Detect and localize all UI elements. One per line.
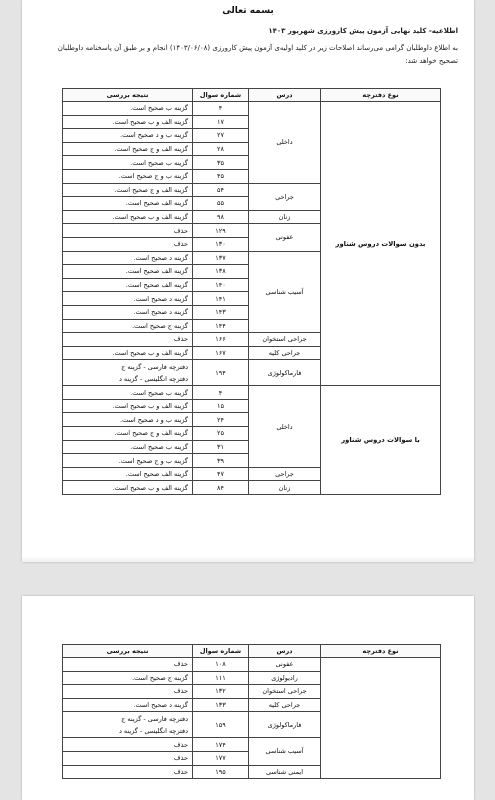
header-booklet-type: نوع دفترچه xyxy=(321,645,441,658)
question-number-cell: ۱۴۳ xyxy=(193,305,249,319)
result-cell: حذف xyxy=(63,658,193,672)
booklet-type-cell: بدون سوالات دروس شناور xyxy=(321,102,441,386)
course-cell: داخلی xyxy=(249,102,321,184)
page-title: بسمه تعالی xyxy=(222,6,274,16)
result-cell: حذف xyxy=(63,224,193,238)
question-number-cell: ۱۳۸ xyxy=(193,265,249,279)
question-number-cell: ۵۴ xyxy=(193,183,249,197)
question-number-cell: ۱۳۲ xyxy=(193,685,249,699)
course-cell: زنان xyxy=(249,210,321,224)
result-cell: گزینه الف و ب صحیح است. xyxy=(63,346,193,360)
result-cell: گزینه الف و ج صحیح است. xyxy=(63,427,193,441)
header-review-result: نتیجه بررسی xyxy=(63,89,193,102)
course-cell: جراحی کلیه xyxy=(249,698,321,712)
question-number-cell: ۱۳۳ xyxy=(193,698,249,712)
table-header-row xyxy=(63,89,441,102)
header-course: درس xyxy=(249,89,321,102)
question-number-cell: ۲۴ xyxy=(193,413,249,427)
question-number-cell: ۲۸ xyxy=(193,142,249,156)
question-number-cell: ۵۵ xyxy=(193,197,249,211)
result-cell: حذف xyxy=(63,237,193,251)
result-cell: حذف xyxy=(63,333,193,347)
header-booklet-type: نوع دفترچه xyxy=(321,89,441,102)
question-number-cell: ۴۵ xyxy=(193,169,249,183)
course-cell: ایمنی شناسی xyxy=(249,765,321,779)
result-cell: گزینه د صحیح است. xyxy=(63,698,193,712)
question-number-cell: ۱۴۱ xyxy=(193,292,249,306)
question-number-cell: ۱۱۱ xyxy=(193,671,249,685)
result-cell: حذف xyxy=(63,738,193,752)
course-cell: آسیب شناسی xyxy=(249,738,321,765)
question-number-cell: ۱۷ xyxy=(193,115,249,129)
result-cell: گزینه الف و ب صحیح است. xyxy=(63,210,193,224)
course-cell: آسیب شناسی xyxy=(249,251,321,333)
result-cell: گزینه ب صحیح است. xyxy=(63,156,193,170)
question-number-cell: ۳۹ xyxy=(193,454,249,468)
question-number-cell: ۸۴ xyxy=(193,481,249,495)
question-number-cell: ۱۴۴ xyxy=(193,319,249,333)
booklet-type-cell xyxy=(321,658,441,779)
course-cell: جراحی استخوان xyxy=(249,333,321,347)
result-cell: گزینه ب و ج صحیح است. xyxy=(63,454,193,468)
corrections-table xyxy=(62,88,441,495)
result-cell: حذف xyxy=(63,765,193,779)
result-cell: گزینه الف صحیح است. xyxy=(63,265,193,279)
question-number-cell: ۱۵ xyxy=(193,399,249,413)
header-course: درس xyxy=(249,645,321,658)
notice-text: به اطلاع داوطلبان گرامی می‌رساند اصلاحات زیر در کلید اولیه‌ی آزمون پیش کارورزی (۱۴۰۳/۰۶/۰۸) انجام و بر طبق آن پاسخنامه داوطلبان تصحیح خواهد شد: xyxy=(57,44,458,65)
table-header-row xyxy=(63,645,441,658)
course-cell: جراحی استخوان xyxy=(249,685,321,699)
result-cell: گزینه د صحیح است. xyxy=(63,305,193,319)
notice-block xyxy=(40,25,458,68)
result-line-persian: دفترچه فارسی - گزینه ج xyxy=(121,362,188,371)
course-cell: داخلی xyxy=(249,386,321,468)
result-cell: گزینه الف صحیح است. xyxy=(63,197,193,211)
result-cell: گزینه د صحیح است. xyxy=(63,292,193,306)
question-number-cell: ۱۶۶ xyxy=(193,333,249,347)
result-cell: گزینه ب صحیح است. xyxy=(63,440,193,454)
course-cell: جراحی کلیه xyxy=(249,346,321,360)
document-page-1 xyxy=(22,0,474,562)
question-number-cell: ۱۲۹ xyxy=(193,224,249,238)
question-number-cell: ۱۷۷ xyxy=(193,751,249,765)
result-cell: گزینه الف و ب صحیح است. xyxy=(63,115,193,129)
result-cell: گزینه ب و د صحیح است. xyxy=(63,129,193,143)
document-page-2 xyxy=(22,596,474,800)
result-cell: گزینه ب و ج صحیح است. xyxy=(63,169,193,183)
course-cell: جراحی xyxy=(249,183,321,210)
result-cell: گزینه ب و د صحیح است. xyxy=(63,413,193,427)
question-number-cell: ۱۳۰ xyxy=(193,237,249,251)
question-number-cell: ۱۹۵ xyxy=(193,765,249,779)
result-cell: گزینه ج صحیح است. xyxy=(63,671,193,685)
result-cell xyxy=(63,712,193,738)
result-cell: گزینه د صحیح است. xyxy=(63,251,193,265)
result-cell: گزینه الف صحیح است. xyxy=(63,467,193,481)
question-number-cell: ۴ xyxy=(193,102,249,116)
result-cell xyxy=(63,360,193,386)
course-cell: فارماکولوژی xyxy=(249,360,321,386)
question-number-cell: ۲۵ xyxy=(193,427,249,441)
corrections-table-continued xyxy=(62,644,441,779)
course-cell: عفونی xyxy=(249,658,321,672)
table-row xyxy=(63,102,441,116)
result-cell: حذف xyxy=(63,685,193,699)
result-cell: گزینه الف و ج صحیح است. xyxy=(63,183,193,197)
result-cell: گزینه الف و ج صحیح است. xyxy=(63,142,193,156)
question-number-cell: ۹۸ xyxy=(193,210,249,224)
result-cell: گزینه الف و ب صحیح است. xyxy=(63,399,193,413)
page-edge xyxy=(22,556,474,562)
question-number-cell: ۲۷ xyxy=(193,129,249,143)
result-cell: گزینه الف و ب صحیح است. xyxy=(63,481,193,495)
question-number-cell: ۱۶۷ xyxy=(193,346,249,360)
header-review-result: نتیجه بررسی xyxy=(63,645,193,658)
result-cell: گزینه الف صحیح است. xyxy=(63,278,193,292)
question-number-cell: ۴۷ xyxy=(193,467,249,481)
table-row xyxy=(63,386,441,400)
question-number-cell: ۱۳۷ xyxy=(193,251,249,265)
course-cell: فارماکولوژی xyxy=(249,712,321,738)
question-number-cell: ۱۷۴ xyxy=(193,738,249,752)
question-number-cell: ۱۰۸ xyxy=(193,658,249,672)
question-number-cell: ۳۱ xyxy=(193,440,249,454)
result-line-persian: دفترچه فارسی - گزینه ج xyxy=(121,714,188,723)
question-number-cell: ۳۵ xyxy=(193,156,249,170)
booklet-type-cell: با سوالات دروس شناور xyxy=(321,386,441,495)
result-cell: گزینه ج صحیح است. xyxy=(63,319,193,333)
result-line-english: دفترچه انگلیسی - گزینه د xyxy=(118,726,188,735)
notice-title: اطلاعیه- کلید نهایی آزمون پیش کارورزی شهریور ۱۴۰۳ xyxy=(268,27,458,35)
header-question-number: شماره سوال xyxy=(193,645,249,658)
question-number-cell: ۱۴۰ xyxy=(193,278,249,292)
course-cell: رادیولوژی xyxy=(249,671,321,685)
header-question-number: شماره سوال xyxy=(193,89,249,102)
question-number-cell: ۴ xyxy=(193,386,249,400)
question-number-cell: ۱۹۴ xyxy=(193,360,249,386)
result-cell: حذف xyxy=(63,751,193,765)
course-cell: جراحی xyxy=(249,467,321,481)
question-number-cell: ۱۵۹ xyxy=(193,712,249,738)
result-cell: گزینه ب صحیح است. xyxy=(63,102,193,116)
result-line-english: دفترچه انگلیسی - گزینه د xyxy=(118,374,188,383)
course-cell: عفونی xyxy=(249,224,321,251)
result-cell: گزینه ب صحیح است. xyxy=(63,386,193,400)
table-row xyxy=(63,658,441,672)
course-cell: زنان xyxy=(249,481,321,495)
